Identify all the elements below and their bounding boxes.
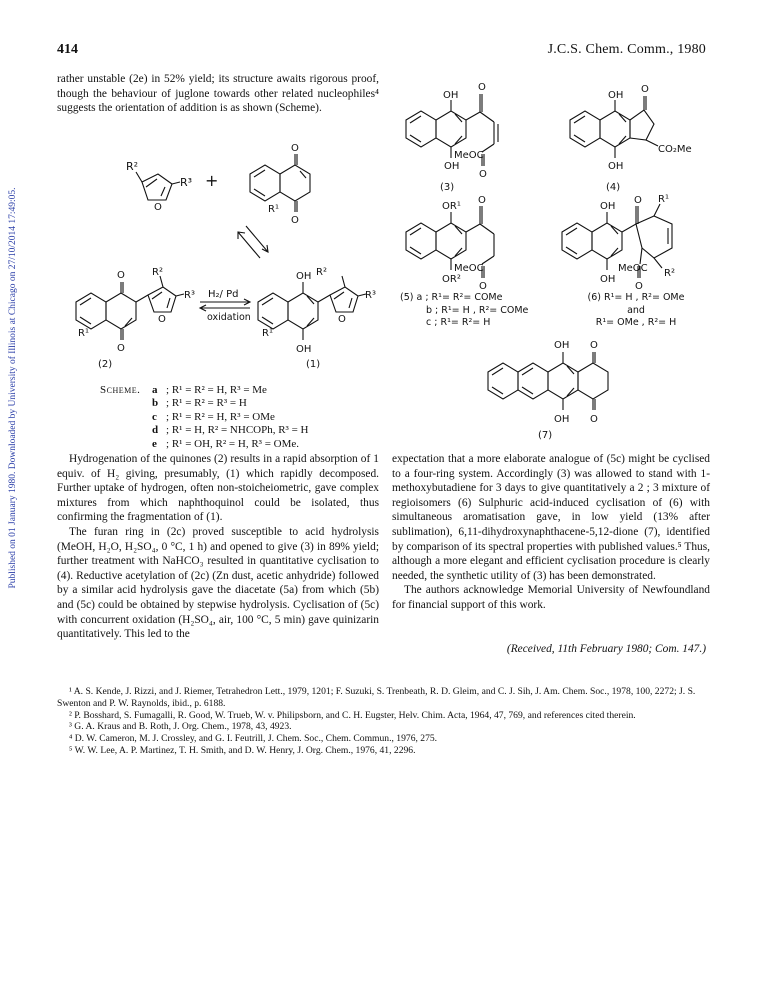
arrow-top-label: H₂/ Pd bbox=[208, 289, 239, 300]
svg-text:CO₂Me: CO₂Me bbox=[658, 144, 692, 155]
compound-1-structure bbox=[258, 276, 366, 340]
svg-text:OH: OH bbox=[443, 90, 459, 101]
svg-text:OH: OH bbox=[600, 201, 616, 212]
download-note-text: Published on 01 January 1980. Downloaded by University of Illinois at Chicago on 27/10/2014 17:49:05. bbox=[8, 187, 18, 589]
svg-text:OR¹: OR¹ bbox=[442, 201, 461, 212]
svg-text:OR²: OR² bbox=[442, 274, 461, 285]
svg-text:R³: R³ bbox=[184, 290, 195, 301]
compound-6-structure bbox=[562, 204, 672, 278]
reference-item: ⁴ D. W. Cameron, M. J. Crossley, and G. I. Feutrill, J. Chem. Soc., Chem. Commun., 1976, 275. bbox=[69, 733, 438, 745]
label-compound-7: (7) bbox=[538, 430, 553, 441]
svg-text:R²: R² bbox=[316, 267, 327, 278]
equilibrium-arrows bbox=[238, 226, 268, 258]
furan-o: O bbox=[154, 202, 162, 213]
references bbox=[57, 686, 709, 757]
body-paragraph: expectation that a more elaborate analogue of (5c) might be cyclised to a four-ring system. Accordingly (3) was allowed to stand with 1-methoxybutadiene for 3 days to give quantitatively a 2 ; 3 mixture of regioisomers (6) Sulphuric acid-induced cyclisation of (6) with simultaneous aromatisation gave, in low yield (13% after sublimation), 6,11-dihydroxynaphthacene-5,12-dione (7), identified by comparison of its spectral properties with published values.⁵ Thus, although a more elegant and efficient cyclisation procedure is clearly needed, the synthetic utility of (3) has been demonstrated. bbox=[392, 453, 710, 582]
svg-text:OH: OH bbox=[608, 161, 624, 172]
svg-text:O: O bbox=[158, 314, 166, 325]
label-compound-5: (5) a ; R¹= R²= COMe b ; R¹= H , R²= COMe c ; R¹= R²= H bbox=[400, 292, 529, 328]
compound-4-structure bbox=[570, 96, 658, 158]
svg-text:OH: OH bbox=[296, 271, 312, 282]
svg-text:O: O bbox=[641, 84, 649, 95]
label-compound-1: (1) bbox=[306, 359, 321, 370]
svg-text:O: O bbox=[291, 143, 299, 154]
svg-text:O: O bbox=[634, 195, 642, 206]
svg-text:MeOC: MeOC bbox=[454, 263, 484, 274]
body-left-column bbox=[57, 452, 379, 642]
label-compound-2: (2) bbox=[98, 359, 113, 370]
acknowledgement: The authors acknowledge Memorial University of Newfoundland for financial support of this work. bbox=[392, 584, 710, 611]
page-number: 414 bbox=[57, 42, 78, 57]
svg-text:OH: OH bbox=[554, 340, 570, 351]
reference-item: ² P. Bosshard, S. Fumagalli, R. Good, W. Trueb, W. v. Philipsborn, and C. H. Eugster, Helv. Chim. Acta, 1964, 47, 769, and references cited therein. bbox=[69, 709, 636, 721]
svg-text:O: O bbox=[117, 343, 125, 354]
svg-text:O: O bbox=[590, 414, 598, 425]
compound-2-structure bbox=[76, 276, 184, 340]
received-date: (Received, 11th February 1980; Com. 147.) bbox=[506, 643, 706, 655]
body-paragraph: Hydrogenation of the quinones (2) results in a rapid absorption of 1 equiv. of H₂ giving, presumably, (1) which rapidly decomposed. Further uptake of hydrogen, often non-stoicheiometric, gave complex mixtures from which naphthoquinol could be isolated, thus confirming the fragmentation of (1). bbox=[57, 453, 379, 524]
furan-r2: R² bbox=[126, 160, 139, 173]
svg-text:MeOC: MeOC bbox=[454, 150, 484, 161]
svg-text:R¹: R¹ bbox=[78, 328, 89, 339]
svg-text:R²: R² bbox=[152, 267, 163, 278]
svg-text:O: O bbox=[479, 169, 487, 180]
svg-text:O: O bbox=[590, 340, 598, 351]
body-paragraph: The furan ring in (2c) proved susceptible to acid hydrolysis (MeOH, H₂O, H₂SO₄, 0 °C, 1 h) and opened to give (3) in 89% yield; further treatment with NaHCO₃ resulted in quantitative cyclisation to (4). Reductive acetylation of (2c) (Zn dust, acetic anhydride) followed by a similar acid hydrolysis gave the diacetate (5a) from which (5b) and (5c) could be obtained by stepwise hydrolysis. Cyclisation of (5c) with concurrent oxidation (H₂SO₄, air, 100 °C, 5 min) gave quinizarin quantitatively. This led to the bbox=[57, 525, 379, 641]
body-right-column bbox=[392, 452, 710, 613]
svg-text:OH: OH bbox=[554, 414, 570, 425]
intro-paragraph bbox=[57, 72, 379, 116]
svg-text:O: O bbox=[479, 281, 487, 292]
svg-text:O: O bbox=[117, 270, 125, 281]
svg-text:OH: OH bbox=[444, 161, 460, 172]
structures-panel bbox=[392, 72, 712, 444]
naphthoquinone-structure bbox=[250, 154, 310, 212]
svg-text:R¹: R¹ bbox=[658, 194, 669, 205]
svg-text:O: O bbox=[338, 314, 346, 325]
running-head: J.C.S. Chem. Comm., 1980 bbox=[547, 42, 706, 57]
compound-7-structure bbox=[488, 352, 608, 410]
furan-structure bbox=[136, 172, 180, 200]
intro-text: rather unstable (2e) in 52% yield; its structure awaits rigorous proof, though the behaviour of juglone towards other related nucleophiles⁴ suggests the orientation of addition is as shown (Scheme). bbox=[57, 73, 379, 115]
label-compound-3: (3) bbox=[440, 182, 455, 193]
svg-text:+: + bbox=[205, 171, 219, 190]
svg-text:O: O bbox=[291, 215, 299, 226]
svg-text:OH: OH bbox=[600, 274, 616, 285]
svg-text:O: O bbox=[478, 82, 486, 93]
download-note bbox=[2, 88, 24, 688]
reference-item: ¹ A. S. Kende, J. Rizzi, and J. Riemer, Tetrahedron Lett., 1979, 1201; F. Suzuki, S. Trenbeath, R. D. Gleim, and C. J. Sih, J. Am. Chem. Soc., 1978, 100, 2272; J. S. Swenton and P. W. Raynolds, ibid., p. 6188. bbox=[57, 686, 696, 709]
svg-text:OH: OH bbox=[296, 344, 312, 355]
furan-r3: R³ bbox=[180, 176, 193, 189]
reaction-scheme bbox=[60, 130, 390, 382]
label-compound-4: (4) bbox=[606, 182, 621, 193]
arrow-bottom-label: oxidation bbox=[207, 312, 251, 323]
svg-text:MeOC: MeOC bbox=[618, 263, 648, 274]
svg-text:O: O bbox=[478, 195, 486, 206]
scheme-caption-label: Scheme. bbox=[100, 384, 141, 396]
scheme-caption: Scheme. a ; R¹ = R² = H, R³ = Me b ; R¹ = R² = R³ = H c ; R¹ = R² = H, R³ = OMe d ; R¹ = H, R² = NHCOPh, R³ = H e ; R¹ = OH, R² = H, R³ = OMe. bbox=[100, 384, 309, 450]
label-compound-6: (6) R¹= H , R²= OMe and R¹= OMe , R²= H bbox=[587, 292, 685, 328]
svg-text:R¹: R¹ bbox=[268, 204, 279, 215]
svg-text:R¹: R¹ bbox=[262, 328, 273, 339]
reference-item: ⁵ W. W. Lee, A. P. Martinez, T. H. Smith, and D. W. Henry, J. Org. Chem., 1976, 41, 2296. bbox=[69, 744, 416, 756]
svg-text:R³: R³ bbox=[365, 290, 376, 301]
svg-text:OH: OH bbox=[608, 90, 624, 101]
compound-3-structure bbox=[406, 94, 498, 166]
svg-text:O: O bbox=[635, 281, 643, 292]
svg-text:R²: R² bbox=[664, 268, 675, 279]
reference-item: ³ G. A. Kraus and B. Roth, J. Org. Chem., 1978, 43, 4923. bbox=[69, 721, 292, 733]
